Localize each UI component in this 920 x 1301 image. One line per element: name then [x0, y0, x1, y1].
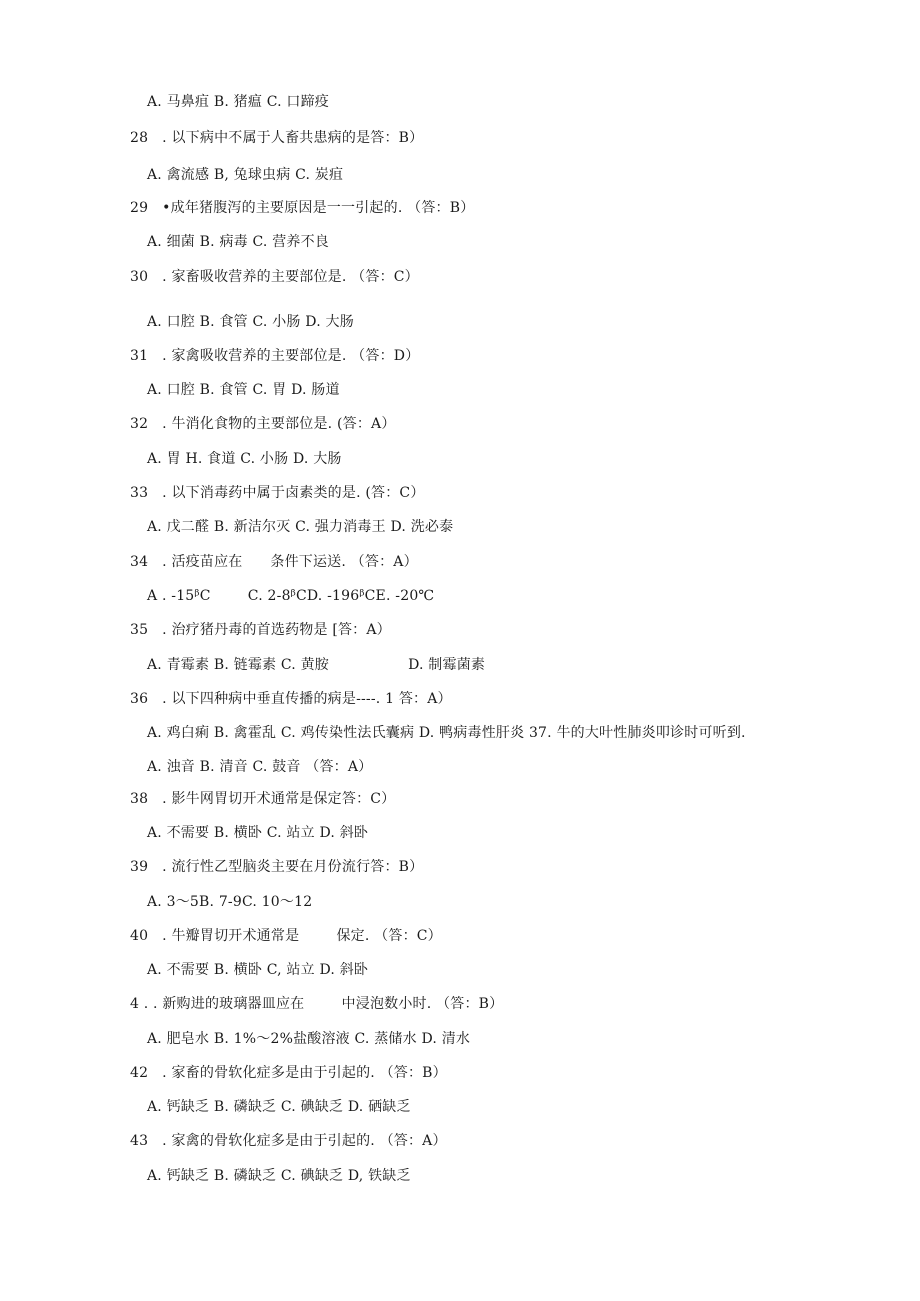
- option-line: A. 钙缺乏 B. 磷缺乏 C. 碘缺乏 D. 硒缺乏: [147, 1099, 411, 1115]
- option-line: A. 不需要 B. 横卧 C. 站立 D. 斜卧: [147, 825, 369, 841]
- option-line: A. 禽流感 B, 兔球虫病 C. 炭疽: [147, 167, 344, 183]
- question-line: 34 . 活疫苗应在 条件下运送. （答：A）: [130, 554, 418, 570]
- option-line: A. 浊音 B. 清音 C. 鼓音 （答：A）: [147, 759, 373, 775]
- option-line: A. 口腔 B. 食管 C. 胃 D. 肠道: [147, 382, 340, 398]
- question-line: 36 . 以下四种病中垂直传播的病是----. 1 答：A）: [130, 691, 452, 707]
- question-line: 32 . 牛消化食物的主要部位是. (答：A）: [130, 416, 396, 432]
- option-line: A. 3～5B. 7-9C. 10～12: [147, 894, 313, 910]
- option-line: A. 钙缺乏 B. 磷缺乏 C. 碘缺乏 D, 铁缺乏: [147, 1168, 411, 1184]
- question-line: 42 . 家畜的骨软化症多是由于引起的. （答：B）: [130, 1065, 447, 1081]
- option-line: A. 马鼻疽 B. 猪瘟 C. 口蹄疫: [147, 94, 330, 110]
- option-line: A. 口腔 B. 食管 C. 小肠 D. 大肠: [147, 314, 354, 330]
- question-line: 43 . 家禽的骨软化症多是由于引起的. （答：A）: [130, 1133, 447, 1149]
- option-line: A. 鸡白痢 B. 禽霍乱 C. 鸡传染性法氏囊病 D. 鸭病毒性肝炎 37. 牛的大叶性肺炎叩诊时可听到.: [147, 725, 746, 741]
- question-line: 40 . 牛瓣胃切开术通常是 保定. （答：C）: [130, 928, 442, 944]
- option-line: A. 青霉素 B. 链霉素 C. 黄胺 D. 制霉菌素: [147, 657, 486, 673]
- option-line: A. 胃 H. 食道 C. 小肠 D. 大肠: [147, 451, 342, 467]
- option-line: A. 细菌 B. 病毒 C. 营养不良: [147, 234, 330, 250]
- question-line: 31 . 家禽吸收营养的主要部位是. （答：D）: [130, 348, 420, 364]
- option-line: A. 肥皂水 B. 1%～2%盐酸溶液 C. 蒸储水 D. 清水: [147, 1031, 471, 1047]
- question-line: 4 . . 新购进的玻璃器皿应在 中浸泡数小时. （答：B）: [130, 996, 504, 1012]
- question-line: 35 . 治疗猪丹毒的首选药物是 [答：A）: [130, 622, 391, 638]
- question-line: 28 . 以下病中不属于人畜共患病的是答：B）: [130, 130, 424, 146]
- question-line: 33 . 以下消毒药中属于卤素类的是. (答：C）: [130, 485, 425, 501]
- question-line: 38 . 影牛网胃切开术通常是保定答：C）: [130, 791, 396, 807]
- question-line: 29 •成年猪腹泻的主要原因是一一引起的. （答：B）: [130, 200, 475, 216]
- question-line: 39 . 流行性乙型脑炎主要在月份流行答：B）: [130, 859, 424, 875]
- option-line: A . -15ᵝC C. 2-8ᵝCD. -196ᵝCE. -20℃: [147, 588, 435, 604]
- option-line: A. 戊二醛 B. 新洁尔灭 C. 强力消毒王 D. 洗必泰: [147, 519, 454, 535]
- question-line: 30 . 家畜吸收营养的主要部位是. （答：C）: [130, 269, 419, 285]
- option-line: A. 不需要 B. 横卧 C, 站立 D. 斜卧: [147, 962, 369, 978]
